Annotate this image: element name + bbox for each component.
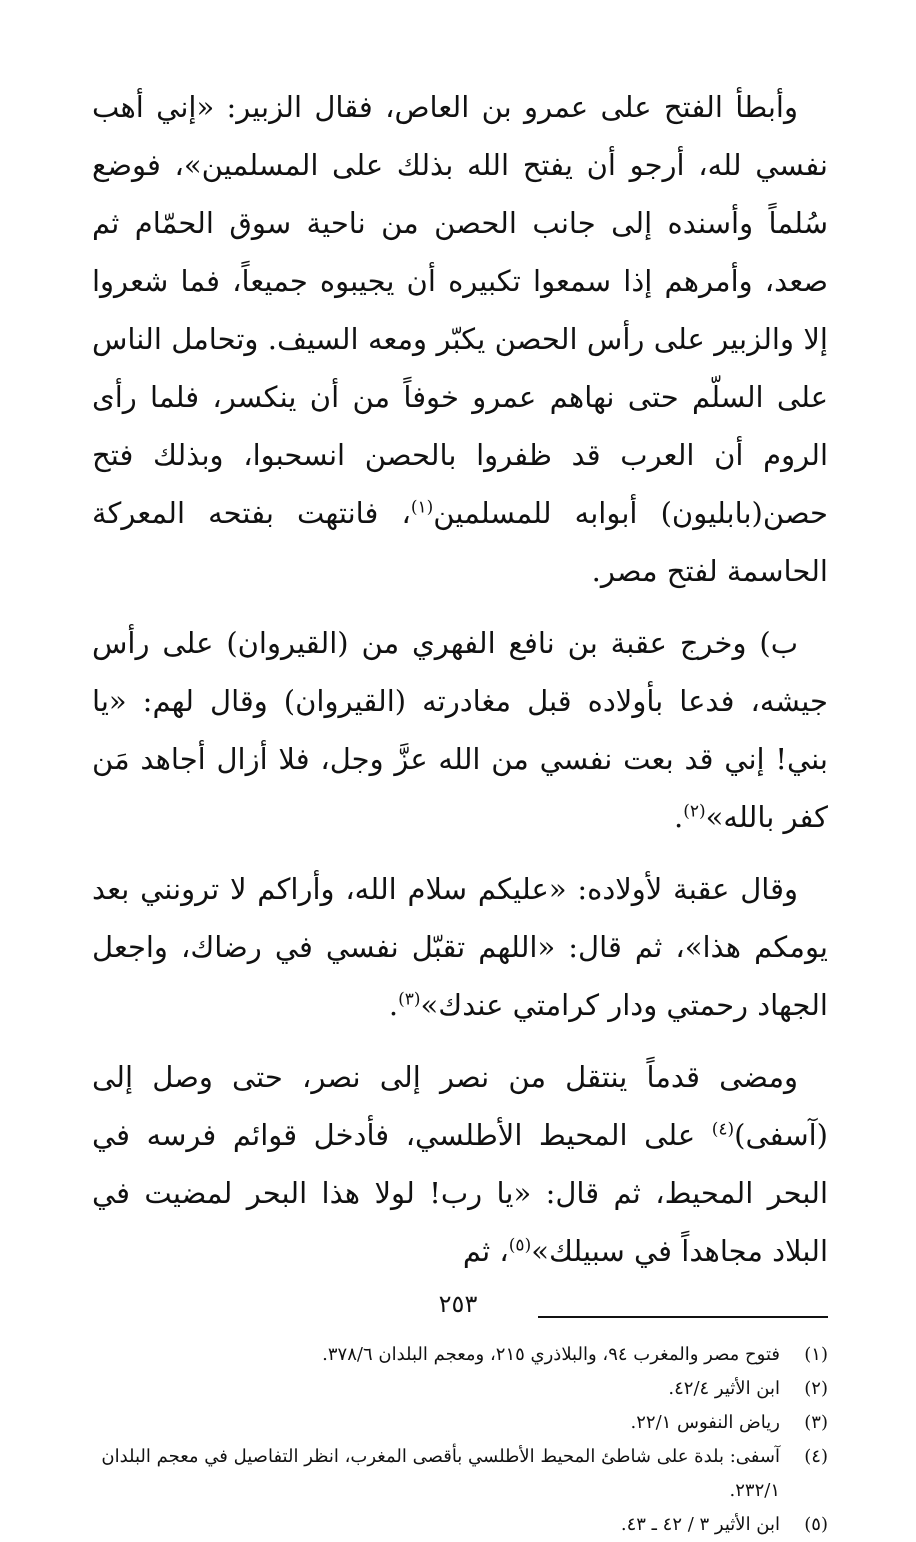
footnote-ref-3[interactable]: (٣): [398, 989, 421, 1010]
footnote-number: (٥): [804, 1514, 828, 1535]
footnote-number: (١): [804, 1344, 828, 1365]
paragraph-uqba-farewell: [92, 860, 828, 1034]
footnote-text: فتوح مصر والمغرب ٩٤، والبلاذري ٢١٥، ومعجم البلدان ٣٧٨/٦.: [322, 1344, 780, 1365]
paragraph-tail: .: [388, 988, 399, 1022]
paragraph-tail: ، فانتهت بفتحه المعركة الحاسمة لفتح مصر.: [92, 496, 828, 588]
footnote-text: ابن الأثير ٣ / ٤٢ ـ ٤٣.: [620, 1514, 780, 1535]
footnote-ref-5[interactable]: (٥): [508, 1235, 532, 1256]
footnote-number: (٤): [804, 1446, 828, 1467]
footnote-4: [92, 1440, 828, 1508]
footnote-ref-1[interactable]: (١): [410, 497, 434, 518]
page-number: ٢٥٣: [438, 1290, 478, 1318]
paragraph-tail-2: ، ثم: [462, 1234, 509, 1268]
footnote-3: [92, 1406, 828, 1440]
footnote-text: ابن الأثير ٤٢/٤.: [668, 1378, 780, 1399]
footnote-number: (٢): [804, 1378, 828, 1399]
paragraph-text: ب) وخرج عقبة بن نافع الفهري من (القيروان) على رأس جيشه، فدعا بأولاده قبل مغادرته (القيروان) وقال لهم: «يا بني! إني قد بعت نفسي من الله عزَّ وجل، فلا أزال أجاهد مَن كفر بالله»: [92, 626, 828, 834]
paragraph-text: ومضى قدماً ينتقل من نصر إلى نصر، حتى وصل إلى (آسفى): [92, 1060, 828, 1152]
paragraph-atlantic: [92, 1048, 828, 1280]
paragraph-tail: .: [674, 800, 684, 834]
footnote-number: (٣): [804, 1412, 828, 1433]
footnotes-list: [92, 1338, 828, 1542]
footnote-text: رياض النفوس ٢٢/١.: [630, 1412, 780, 1433]
footnote-text: آسفى: بلدة على شاطئ المحيط الأطلسي بأقصى المغرب، انظر التفاصيل في معجم البلدان ٢٣٢/١.: [101, 1446, 780, 1501]
paragraph-uqba-departure: [92, 614, 828, 846]
footnote-ref-4[interactable]: (٤): [711, 1119, 735, 1140]
paragraph-tail: على المحيط الأطلسي، فأدخل قوائم فرسه في البحر المحيط، ثم قال: «يا رب! لولا هذا البحر لمضيت في البلاد مجاهداً في سبيلك»: [92, 1118, 828, 1268]
paragraph-text: وقال عقبة لأولاده: «عليكم سلام الله، وأراكم لا ترونني بعد يومكم هذا»، ثم قال: «اللهم تقبّل نفسي في رضاك، واجعل الجهاد رحمتي ودار كرامتي عندك»: [92, 872, 828, 1022]
paragraph-text: وأبطأ الفتح على عمرو بن العاص، فقال الزبير: «إني أهب نفسي لله، أرجو أن يفتح الله بذلك على المسلمين»، فوضع سُلماً وأسنده إلى جانب الحصن من ناحية سوق الحمّام ثم صعد، وأمرهم إذا سمعوا تكبيره أن يجيبوه جميعاً، فما شعروا إلا والزبير على رأس الحصن يكبّر ومعه السيف. وتحامل الناس على السلّم حتى نهاهم عمرو خوفاً من أن ينكسر، فلما رأى الروم أن العرب قد ظفروا بالحصن انسحبوا، وبذلك فتح حصن(بابليون) أبوابه للمسلمين: [92, 90, 828, 530]
footnote-2: [92, 1372, 828, 1406]
footnote-ref-2[interactable]: (٢): [683, 801, 706, 822]
footnote-5: [92, 1508, 828, 1542]
footnote-1: [92, 1338, 828, 1372]
paragraph-fath-babylon: [92, 78, 828, 600]
